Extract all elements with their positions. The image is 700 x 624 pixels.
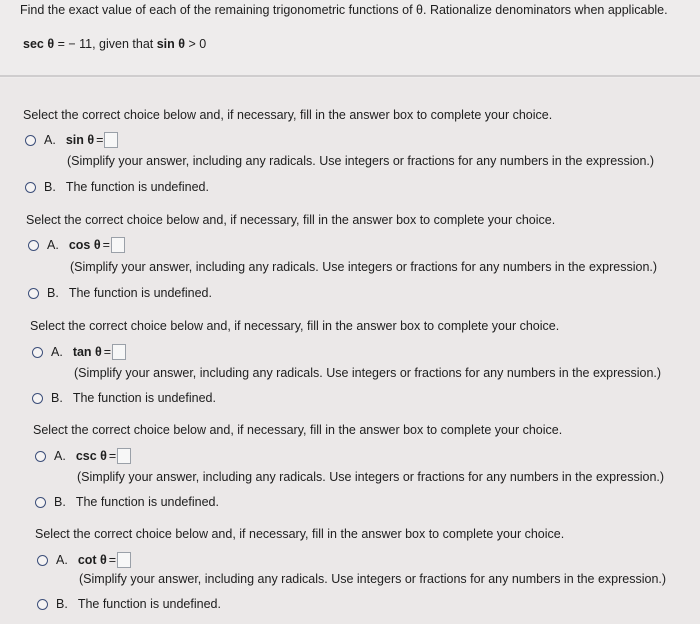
answer-box[interactable] bbox=[117, 552, 131, 568]
function-label: cot θ bbox=[77, 553, 107, 567]
simplify-hint: (Simplify your answer, including any radicals. Use integers or fractions for any numbers in the expression.) bbox=[79, 572, 667, 586]
option-a-radio[interactable] bbox=[37, 555, 48, 566]
option-b-text: The function is undefined. bbox=[72, 391, 216, 405]
question-instruction: Find the exact value of each of the remaining trigonometric functions of θ. Rationalize denominators when applicable. bbox=[20, 3, 668, 17]
option-b-row[interactable] bbox=[25, 180, 209, 194]
option-a-radio[interactable] bbox=[32, 347, 43, 358]
answer-box[interactable] bbox=[104, 132, 118, 148]
section-prompt: Select the correct choice below and, if necessary, fill in the answer box to complete your choice. bbox=[33, 423, 563, 437]
option-b-letter: B. bbox=[54, 495, 66, 509]
option-b-letter: B. bbox=[51, 391, 63, 405]
option-b-text: The function is undefined. bbox=[68, 286, 212, 300]
option-b-radio[interactable] bbox=[25, 182, 36, 193]
function-label: cos θ bbox=[68, 238, 101, 252]
function-label: tan θ bbox=[72, 345, 102, 359]
option-b-radio[interactable] bbox=[37, 599, 48, 610]
option-a-letter: A. bbox=[44, 133, 56, 147]
option-a-letter: A. bbox=[51, 345, 63, 359]
section-prompt: Select the correct choice below and, if necessary, fill in the answer box to complete your choice. bbox=[35, 527, 565, 541]
given-condition bbox=[23, 37, 206, 51]
simplify-hint: (Simplify your answer, including any radicals. Use integers or fractions for any numbers in the expression.) bbox=[74, 366, 662, 380]
option-b-radio[interactable] bbox=[28, 288, 39, 299]
option-b-radio[interactable] bbox=[35, 497, 46, 508]
option-a-row[interactable] bbox=[37, 552, 131, 568]
option-b-text: The function is undefined. bbox=[77, 597, 221, 611]
section-prompt: Select the correct choice below and, if necessary, fill in the answer box to complete your choice. bbox=[30, 319, 560, 333]
option-a-row[interactable] bbox=[35, 448, 131, 464]
option-a-row[interactable] bbox=[25, 132, 118, 148]
function-label: sin θ bbox=[65, 133, 95, 147]
option-a-radio[interactable] bbox=[35, 451, 46, 462]
option-b-text: The function is undefined. bbox=[65, 180, 209, 194]
equals-sign: = bbox=[96, 133, 104, 147]
given-mid: = − 11, given that bbox=[54, 37, 157, 51]
option-a-radio[interactable] bbox=[25, 135, 36, 146]
function-label: csc θ bbox=[75, 449, 107, 463]
given-sin: sin θ bbox=[156, 37, 186, 51]
equals-sign: = bbox=[103, 345, 112, 359]
answer-box[interactable] bbox=[117, 448, 131, 464]
option-b-row[interactable] bbox=[35, 495, 219, 509]
given-sec: sec θ bbox=[23, 37, 55, 51]
header-divider bbox=[0, 75, 700, 77]
option-a-letter: A. bbox=[47, 238, 59, 252]
equals-sign: = bbox=[108, 449, 117, 463]
section-prompt: Select the correct choice below and, if necessary, fill in the answer box to complete your choice. bbox=[26, 213, 556, 227]
option-b-radio[interactable] bbox=[32, 393, 43, 404]
option-a-row[interactable] bbox=[32, 344, 126, 360]
option-b-row[interactable] bbox=[28, 286, 212, 300]
option-b-text: The function is undefined. bbox=[75, 495, 219, 509]
equals-sign: = bbox=[108, 553, 117, 567]
question-header bbox=[0, 0, 700, 78]
option-b-letter: B. bbox=[44, 180, 56, 194]
section-prompt: Select the correct choice below and, if necessary, fill in the answer box to complete your choice. bbox=[23, 108, 553, 122]
option-b-letter: B. bbox=[47, 286, 59, 300]
option-b-row[interactable] bbox=[32, 391, 216, 405]
simplify-hint: (Simplify your answer, including any radicals. Use integers or fractions for any numbers in the expression.) bbox=[77, 470, 665, 484]
given-tail: > 0 bbox=[185, 37, 207, 51]
option-a-letter: A. bbox=[56, 553, 68, 567]
option-b-letter: B. bbox=[56, 597, 68, 611]
option-b-row[interactable] bbox=[37, 597, 221, 611]
option-a-letter: A. bbox=[54, 449, 66, 463]
equals-sign: = bbox=[102, 238, 110, 252]
option-a-radio[interactable] bbox=[28, 240, 39, 251]
simplify-hint: (Simplify your answer, including any radicals. Use integers or fractions for any numbers in the expression.) bbox=[70, 260, 658, 274]
answer-box[interactable] bbox=[111, 237, 125, 253]
simplify-hint: (Simplify your answer, including any radicals. Use integers or fractions for any numbers in the expression.) bbox=[67, 154, 655, 168]
option-a-row[interactable] bbox=[28, 237, 125, 253]
answer-box[interactable] bbox=[112, 344, 126, 360]
